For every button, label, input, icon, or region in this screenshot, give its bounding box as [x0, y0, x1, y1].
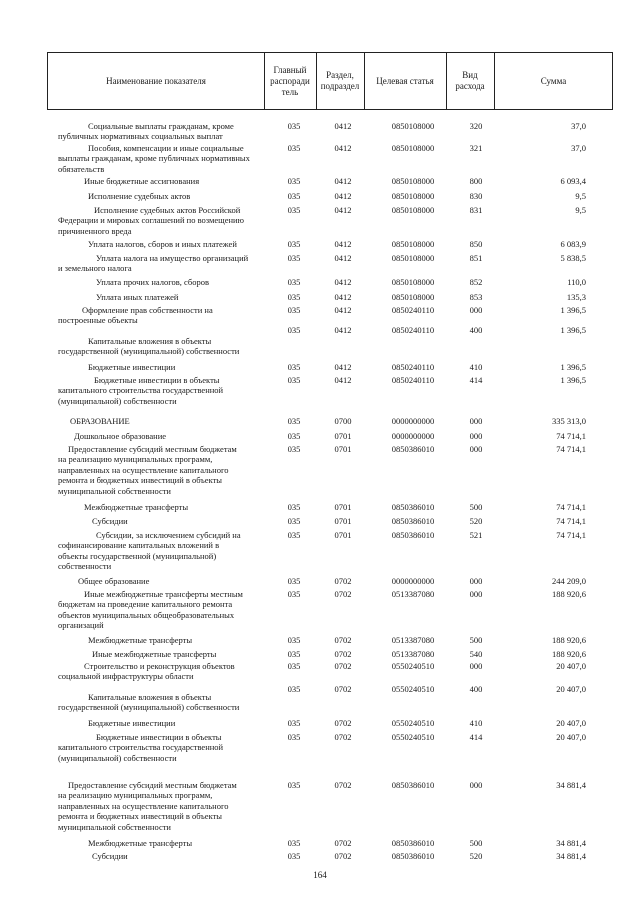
- row-kind: 500: [469, 838, 483, 848]
- row-name: Капитальные вложения в объекты государственной (муниципальной) собственности: [58, 336, 240, 357]
- row-section: 0702: [334, 838, 352, 848]
- row-kind: 000: [469, 416, 483, 426]
- row-name: Субсидии, за исключением субсидий на софинансирование капитальных вложений в объекты государственной (муниципальной) собственности: [58, 530, 241, 572]
- row-kind: 850: [469, 239, 483, 249]
- row-kind: 852: [469, 277, 483, 287]
- row-article: 0550240510: [391, 684, 435, 694]
- row-name: Уплата прочих налогов, сборов: [96, 277, 209, 287]
- row-section: 0701: [334, 530, 352, 540]
- row-section: 0412: [334, 362, 352, 372]
- row-name: Дошкольное образование: [74, 431, 167, 441]
- row-admin: 035: [287, 292, 301, 302]
- row-name: Иные межбюджетные трансферты местным бюджетам на проведение капитального ремонта объектов муниципальных общеобразовательных организаций: [58, 589, 243, 631]
- row-name: Субсидии: [92, 851, 128, 861]
- row-section: 0412: [334, 375, 352, 385]
- row-section: 0702: [334, 589, 352, 599]
- row-section: 0701: [334, 516, 352, 526]
- row-kind: 540: [469, 649, 483, 659]
- row-article: 0513387080: [391, 649, 435, 659]
- row-admin: 035: [287, 375, 301, 385]
- row-kind: 414: [469, 732, 483, 742]
- row-name: Межбюджетные трансферты: [84, 502, 189, 512]
- row-sum: 74 714,1: [556, 530, 586, 540]
- row-section: 0412: [334, 325, 352, 335]
- row-admin: 035: [287, 325, 301, 335]
- row-kind: 520: [469, 516, 483, 526]
- row-sum: 6 083,9: [560, 239, 586, 249]
- row-name: Строительство и реконструкция объектов социальной инфраструктуры области: [58, 661, 235, 682]
- row-sum: 74 714,1: [556, 516, 586, 526]
- row-section: 0412: [334, 176, 352, 186]
- row-sum: 188 920,6: [552, 649, 586, 659]
- row-article: 0513387080: [391, 635, 435, 645]
- row-admin: 035: [287, 661, 301, 671]
- row-admin: 035: [287, 277, 301, 287]
- row-kind: 521: [469, 530, 483, 540]
- row-sum: 244 209,0: [552, 576, 586, 586]
- row-name: Уплата иных платежей: [96, 292, 179, 302]
- row-sum: 1 396,5: [560, 362, 586, 372]
- row-section: 0702: [334, 684, 352, 694]
- row-article: 0850108000: [391, 277, 435, 287]
- row-admin: 035: [287, 176, 301, 186]
- row-admin: 035: [287, 530, 301, 540]
- row-section: 0412: [334, 205, 352, 215]
- row-article: 0513387080: [391, 589, 435, 599]
- row-name: Пособия, компенсации и иные социальные выплаты гражданам, кроме публичных нормативных обязательств: [58, 143, 250, 174]
- row-admin: 035: [287, 239, 301, 249]
- header-article: Целевая статья: [376, 75, 434, 86]
- row-name: Уплата налога на имущество организаций и земельного налога: [58, 253, 249, 274]
- row-kind: 320: [469, 121, 483, 131]
- row-admin: 035: [287, 191, 301, 201]
- row-name: Иные межбюджетные трансферты: [92, 649, 217, 659]
- row-section: 0412: [334, 305, 352, 315]
- row-article: 0850240110: [391, 325, 435, 335]
- row-admin: 035: [287, 838, 301, 848]
- row-section: 0412: [334, 292, 352, 302]
- row-kind: 410: [469, 718, 483, 728]
- row-admin: 035: [287, 516, 301, 526]
- row-article: 0850108000: [391, 292, 435, 302]
- row-article: 0850386010: [391, 851, 435, 861]
- row-sum: 188 920,6: [552, 635, 586, 645]
- row-kind: 851: [469, 253, 483, 263]
- row-sum: 188 920,6: [552, 589, 586, 599]
- row-article: 0850108000: [391, 253, 435, 263]
- row-article: 0850386010: [391, 502, 435, 512]
- header-name: Наименование показателя: [106, 75, 206, 86]
- row-admin: 035: [287, 732, 301, 742]
- row-sum: 5 838,5: [560, 253, 586, 263]
- row-admin: 035: [287, 362, 301, 372]
- row-sum: 135,3: [566, 292, 586, 302]
- row-article: 0000000000: [391, 576, 435, 586]
- row-name: Общее образование: [78, 576, 150, 586]
- row-kind: 000: [469, 305, 483, 315]
- row-admin: 035: [287, 502, 301, 512]
- row-admin: 035: [287, 718, 301, 728]
- row-name: Исполнение судебных актов: [88, 191, 191, 201]
- page-number: 164: [313, 870, 327, 880]
- header-kind: Вид расхода: [455, 70, 485, 91]
- row-section: 0700: [334, 416, 352, 426]
- row-sum: 1 396,5: [560, 325, 586, 335]
- row-name: Межбюджетные трансферты: [88, 838, 193, 848]
- row-admin: 035: [287, 780, 301, 790]
- row-article: 0550240510: [391, 661, 435, 671]
- row-section: 0702: [334, 780, 352, 790]
- row-kind: 000: [469, 780, 483, 790]
- row-article: 0850108000: [391, 191, 435, 201]
- row-article: 0850108000: [391, 121, 435, 131]
- row-sum: 34 881,4: [556, 780, 586, 790]
- row-kind: 000: [469, 444, 483, 454]
- row-admin: 035: [287, 576, 301, 586]
- row-sum: 9,5: [575, 205, 586, 215]
- row-article: 0850240110: [391, 375, 435, 385]
- row-name: Бюджетные инвестиции: [88, 362, 176, 372]
- row-section: 0412: [334, 277, 352, 287]
- row-sum: 1 396,5: [560, 305, 586, 315]
- row-section: 0702: [334, 649, 352, 659]
- row-name: Бюджетные инвестиции в объекты капитального строительства государственной (муниципальной) собственности: [58, 732, 224, 763]
- row-section: 0701: [334, 444, 352, 454]
- row-section: 0412: [334, 253, 352, 263]
- row-name: Уплата налогов, сборов и иных платежей: [88, 239, 237, 249]
- row-sum: 34 881,4: [556, 851, 586, 861]
- row-section: 0701: [334, 502, 352, 512]
- row-kind: 800: [469, 176, 483, 186]
- row-sum: 34 881,4: [556, 838, 586, 848]
- row-article: 0000000000: [391, 431, 435, 441]
- row-admin: 035: [287, 851, 301, 861]
- row-section: 0412: [334, 121, 352, 131]
- row-sum: 335 313,0: [552, 416, 586, 426]
- row-kind: 830: [469, 191, 483, 201]
- row-kind: 500: [469, 502, 483, 512]
- row-kind: 400: [469, 325, 483, 335]
- table-header: [47, 52, 613, 110]
- row-sum: 20 407,0: [556, 661, 586, 671]
- row-article: 0850386010: [391, 444, 435, 454]
- row-sum: 74 714,1: [556, 502, 586, 512]
- row-article: 0850240110: [391, 305, 435, 315]
- row-section: 0702: [334, 635, 352, 645]
- row-sum: 37,0: [571, 121, 586, 131]
- row-admin: 035: [287, 431, 301, 441]
- row-name: Бюджетные инвестиции в объекты капитального строительства государственной (муниципальной) собственности: [58, 375, 224, 406]
- row-kind: 414: [469, 375, 483, 385]
- header-admin: Главный распоради тель: [270, 64, 310, 97]
- row-kind: 321: [469, 143, 483, 153]
- row-name: Предоставление субсидий местным бюджетам на реализацию муниципальных программ, направленных на осуществление капитального ремонта и бюджетных инвестиций в объекты муниципальной собственности: [58, 444, 237, 496]
- row-article: 0850386010: [391, 530, 435, 540]
- row-kind: 400: [469, 684, 483, 694]
- row-name: Бюджетные инвестиции: [88, 718, 176, 728]
- row-section: 0702: [334, 718, 352, 728]
- row-article: 0850386010: [391, 780, 435, 790]
- row-sum: 110,0: [567, 277, 586, 287]
- row-sum: 74 714,1: [556, 444, 586, 454]
- row-name: Социальные выплаты гражданам, кроме публичных нормативных социальных выплат: [58, 121, 234, 142]
- row-kind: 520: [469, 851, 483, 861]
- row-article: 0550240510: [391, 732, 435, 742]
- row-kind: 853: [469, 292, 483, 302]
- row-sum: 20 407,0: [556, 732, 586, 742]
- row-article: 0550240510: [391, 718, 435, 728]
- header-section: Раздел, подраздел: [320, 70, 360, 91]
- row-name: ОБРАЗОВАНИЕ: [70, 416, 130, 426]
- row-admin: 035: [287, 416, 301, 426]
- row-name: Капитальные вложения в объекты государственной (муниципальной) собственности: [58, 692, 240, 713]
- row-admin: 035: [287, 305, 301, 315]
- row-article: 0850108000: [391, 205, 435, 215]
- row-name: Предоставление субсидий местным бюджетам на реализацию муниципальных программ, направленных на осуществление капитального ремонта и бюджетных инвестиций в объекты муниципальной собственности: [58, 780, 237, 832]
- row-sum: 20 407,0: [556, 718, 586, 728]
- row-name: Иные бюджетные ассигнования: [84, 176, 200, 186]
- row-section: 0702: [334, 661, 352, 671]
- row-article: 0850108000: [391, 239, 435, 249]
- row-name: Субсидии: [92, 516, 128, 526]
- row-admin: 035: [287, 444, 301, 454]
- row-admin: 035: [287, 635, 301, 645]
- row-admin: 035: [287, 121, 301, 131]
- row-admin: 035: [287, 589, 301, 599]
- row-section: 0702: [334, 851, 352, 861]
- row-sum: 6 093,4: [560, 176, 586, 186]
- row-kind: 831: [469, 205, 483, 215]
- row-name: Межбюджетные трансферты: [88, 635, 193, 645]
- row-admin: 035: [287, 143, 301, 153]
- row-section: 0412: [334, 143, 352, 153]
- row-admin: 035: [287, 684, 301, 694]
- row-kind: 000: [469, 661, 483, 671]
- row-article: 0850386010: [391, 516, 435, 526]
- row-section: 0701: [334, 431, 352, 441]
- row-admin: 035: [287, 205, 301, 215]
- row-kind: 000: [469, 589, 483, 599]
- row-section: 0702: [334, 732, 352, 742]
- row-kind: 500: [469, 635, 483, 645]
- header-sum: Сумма: [540, 75, 567, 86]
- row-sum: 20 407,0: [556, 684, 586, 694]
- row-admin: 035: [287, 649, 301, 659]
- row-article: 0850386010: [391, 838, 435, 848]
- row-admin: 035: [287, 253, 301, 263]
- row-section: 0412: [334, 239, 352, 249]
- row-sum: 9,5: [575, 191, 586, 201]
- row-sum: 74 714,1: [556, 431, 586, 441]
- row-article: 0850240110: [391, 362, 435, 372]
- row-article: 0000000000: [391, 416, 435, 426]
- row-kind: 410: [469, 362, 483, 372]
- row-article: 0850108000: [391, 143, 435, 153]
- row-sum: 37,0: [571, 143, 586, 153]
- row-sum: 1 396,5: [560, 375, 586, 385]
- row-name: Исполнение судебных актов Российской Федерации и мировых соглашений по возмещению причиненного вреда: [58, 205, 244, 236]
- row-kind: 000: [469, 431, 483, 441]
- row-kind: 000: [469, 576, 483, 586]
- row-section: 0412: [334, 191, 352, 201]
- row-article: 0850108000: [391, 176, 435, 186]
- row-section: 0702: [334, 576, 352, 586]
- row-name: Оформление прав собственности на построенные объекты: [58, 305, 213, 326]
